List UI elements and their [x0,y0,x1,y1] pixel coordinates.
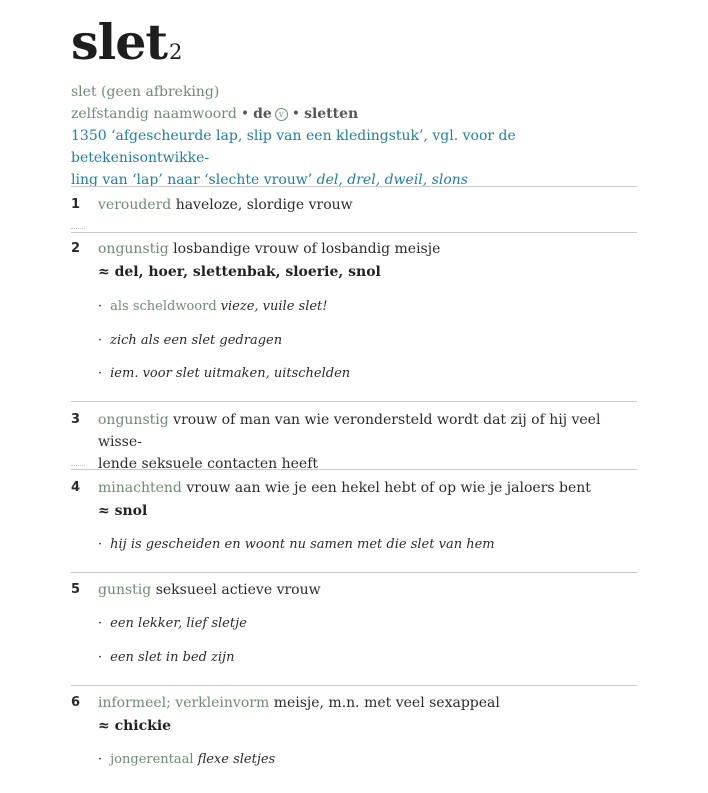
sense-definition [98,194,638,216]
definition-text: lende seksuele contacten heeft [98,456,319,472]
bullet: · [98,299,103,314]
example-text: een slet in bed zijn [110,650,235,665]
example [98,749,275,771]
example-text: iem. voor slet uitmaken, uitschelden [110,366,351,381]
example [98,296,328,318]
etymology-line-2 [71,169,637,191]
divider-notch [71,228,85,233]
example [98,613,247,635]
example-label[interactable]: als scheldwoord [110,299,217,314]
etymology-related-words: del, drel, dweil, slons [316,172,468,188]
divider [71,401,637,402]
definition-text: meisje, m.n. met veel sexappeal [273,695,500,711]
bullet: · [98,366,103,381]
part-of-speech: zelfstandig naamwoord [71,106,237,122]
etymology [71,125,637,191]
headword-text: slet [71,13,168,71]
usage-label[interactable]: ongunstig [98,412,169,428]
divider [71,232,637,233]
definition-text: vrouw aan wie je een hekel hebt of op wie je jaloers bent [186,480,591,496]
bullet: · [98,752,103,767]
article-info-icon[interactable]: v [275,108,288,121]
usage-label[interactable]: minachtend [98,480,182,496]
headword [71,12,182,72]
example [98,363,350,385]
sense-number: 4 [71,480,81,495]
sense-definition [98,692,638,714]
sense-number: 5 [71,582,81,597]
sense-number: 6 [71,695,81,710]
divider [71,572,637,573]
divider [71,469,637,470]
sense-definition [98,409,638,475]
hyphenation: slet (geen afbreking) [71,84,220,100]
definition-text: haveloze, slordige vrouw [175,197,353,213]
synonyms: ≈ snol [98,503,148,519]
divider-notch [71,465,85,470]
example-text: flexe sletjes [197,752,276,767]
sense-definition [98,579,638,601]
etymology-text: ling van ‘lap’ naar ‘slechte vrouw’ [71,172,313,188]
bullet: · [98,616,103,631]
example-text: hij is gescheiden en woont nu samen met die slet van hem [110,537,495,552]
sense-number: 3 [71,412,81,427]
divider [71,685,637,686]
example-text: zich als een slet gedragen [110,333,283,348]
grammar-line: zelfstandig naamwoord • de v • sletten [71,106,359,122]
definition-text: losbandige vrouw of losbandig meisje [173,241,441,257]
definition-text: seksueel actieve vrouw [155,582,321,598]
usage-label[interactable]: ongunstig [98,241,169,257]
example [98,330,282,352]
homonym-number: 2 [169,40,182,64]
bullet: · [98,537,103,552]
sense-definition [98,477,638,499]
divider [71,186,637,187]
usage-label[interactable]: gunstig [98,582,152,598]
example-label[interactable]: jongerentaal [110,752,194,767]
synonyms: ≈ del, hoer, slettenbak, sloerie, snol [98,264,381,280]
etymology-line-1: 1350 ‘afgescheurde lap, slip van een kledingstuk’, vgl. voor de betekenisontwikke- [71,128,516,166]
example [98,534,495,556]
plural-form: sletten [304,106,359,122]
example-text: vieze, vuile slet! [220,299,328,314]
example [98,647,234,669]
usage-label[interactable]: verouderd [98,197,172,213]
synonyms: ≈ chickie [98,718,172,734]
bullet: · [98,333,103,348]
sense-number: 2 [71,241,81,256]
sense-number: 1 [71,197,81,212]
bullet: · [98,650,103,665]
definition-text: vrouw of man van wie verondersteld wordt dat zij of hij veel wisse- [98,412,601,450]
sense-definition [98,238,638,260]
article: de [253,106,272,122]
example-text: een lekker, lief sletje [110,616,247,631]
usage-label[interactable]: informeel; verkleinvorm [98,695,270,711]
